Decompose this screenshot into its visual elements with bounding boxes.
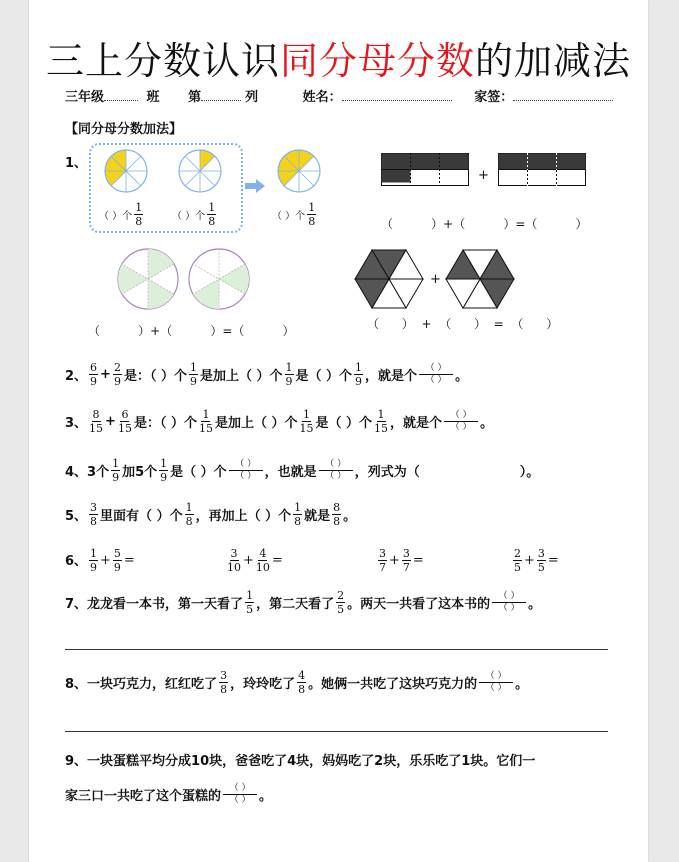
hexagon-equation: （ ） + （ ） = （ ） [367,317,559,331]
number-blank[interactable] [201,88,241,101]
question-9-line1: 9、 一块蛋糕平均分成10块，爸爸吃了4块，妈妈吃了2块，乐乐吃了1块。它们一 [65,754,536,769]
grade-blank[interactable] [104,88,138,101]
circle-equation: （ ）+（ ）=（ ） [88,324,295,338]
answer-fraction-blank[interactable]: （ ） （ ） [229,460,263,481]
bar-equation: （ ）+（ ）=（ ） [381,217,588,231]
question-3: 3、 $\frac{8}{15}$ + $\frac{6}{15}$ 是：（ ）个 $\frac{1}{15}$ 是加上（ ）个 $\frac{1}{15}$ 是（ ）个 $\frac{1}{15}$ ，就是个 （ ） （ ） 。 [65,408,494,435]
worksheet-page [29,0,648,862]
class-label: 班 [146,90,160,105]
calc-1: $\frac{1}{9}$ + $\frac{5}{9}$ = [90,547,135,574]
calc-3: $\frac{3}{7}$ + $\frac{3}{7}$ = [379,547,424,574]
calc-4: $\frac{2}{5}$ + $\frac{3}{5}$ = [514,547,559,574]
q1-number: 1、 [65,156,88,171]
circle-green-right [186,246,252,312]
question-6-number: 6、 [65,554,88,569]
answer-fraction-blank[interactable]: （ ） （ ） [419,364,453,385]
unit-fraction: $\frac{1}{8}$ [308,201,316,228]
parent-sign-label: 家签： [474,90,514,105]
circle-three-eighths [103,148,149,194]
hexagon-left [353,248,425,310]
name-label: 姓名： [302,90,342,105]
unit-fraction: $\frac{1}{8}$ [208,201,216,228]
q1-count-1: （ ）个 $\frac{1}{8}$ [99,201,143,228]
title-part1: 三上分数认识 [45,39,280,83]
number-label: 第 [188,90,202,105]
bar-diagram-right [498,153,586,186]
name-blank[interactable] [342,88,452,101]
circle-four-eighths [276,148,322,194]
answer-line[interactable] [65,731,608,732]
bar-diagram-left [381,153,469,186]
answer-fraction-blank[interactable]: （ ） （ ） [492,592,526,613]
parent-sign-blank[interactable] [513,88,613,101]
question-8: 8、 一块巧克力，红红吃了 $\frac{3}{8}$ ，玲玲吃了 $\frac{4}{8}$ 。她俩一共吃了这块巧克力的 （ ） （ ） 。 [65,669,529,696]
q1-count-2: （ ）个 $\frac{1}{8}$ [172,201,216,228]
circle-one-eighth [177,148,223,194]
question-2: 2、 $\frac{6}{9}$ + $\frac{2}{9}$ 是：（ ）个 $\frac{1}{9}$ 是加上（ ）个 $\frac{1}{9}$ 是（ ）个 $\frac{1}{9}$ ，就是个 （ ） （ ） 。 [65,361,469,388]
circle-green-left [115,246,181,312]
question-7: 7、 龙龙看一本书，第一天看了 $\frac{1}{5}$ ，第二天看了 $\frac{2}{5}$ 。两天一共看了这本书的 （ ） （ ） 。 [65,589,542,616]
unit-fraction: $\frac{1}{8}$ [135,201,143,228]
arrow-right-icon [245,179,265,193]
question-4: 4、 3个 $\frac{1}{9}$ 加5个 $\frac{1}{9}$ 是（ ）个 （ ） （ ） ，也就是 （ ） （ ） ，列式为（ ）。 [65,457,540,484]
calc-2: $\frac{3}{10}$ + $\frac{4}{10}$ = [227,547,283,574]
title-highlight: 同分母分数 [279,39,475,83]
bar-plus-sign: + [478,168,489,183]
question-5: 5、 $\frac{3}{8}$ 里面有（ ）个 $\frac{1}{8}$ ，再加上（ ）个 $\frac{1}{8}$ 就是 $\frac{8}{8}$ 。 [65,501,357,528]
hex-plus-sign: + [430,272,441,287]
answer-fraction-blank[interactable]: （ ） （ ） [319,460,353,481]
page-title [29,30,648,85]
section-heading: 【同分母分数加法】 [65,122,183,137]
grade-label: 三年级 [65,90,105,105]
answer-fraction-blank[interactable]: （ ） （ ） [479,672,513,693]
answer-fraction-blank[interactable]: （ ） （ ） [444,411,478,432]
answer-fraction-blank[interactable]: （ ） （ ） [223,784,257,805]
question-9-line2: 家三口一共吃了这个蛋糕的 （ ） （ ） 。 [65,783,273,805]
student-info-row [65,86,613,105]
column-label: 列 [245,90,259,105]
q1-count-3: （ ）个 $\frac{1}{8}$ [272,201,316,228]
answer-line[interactable] [65,649,608,650]
hexagon-right [444,248,516,310]
title-part3: 的加减法 [475,39,632,83]
